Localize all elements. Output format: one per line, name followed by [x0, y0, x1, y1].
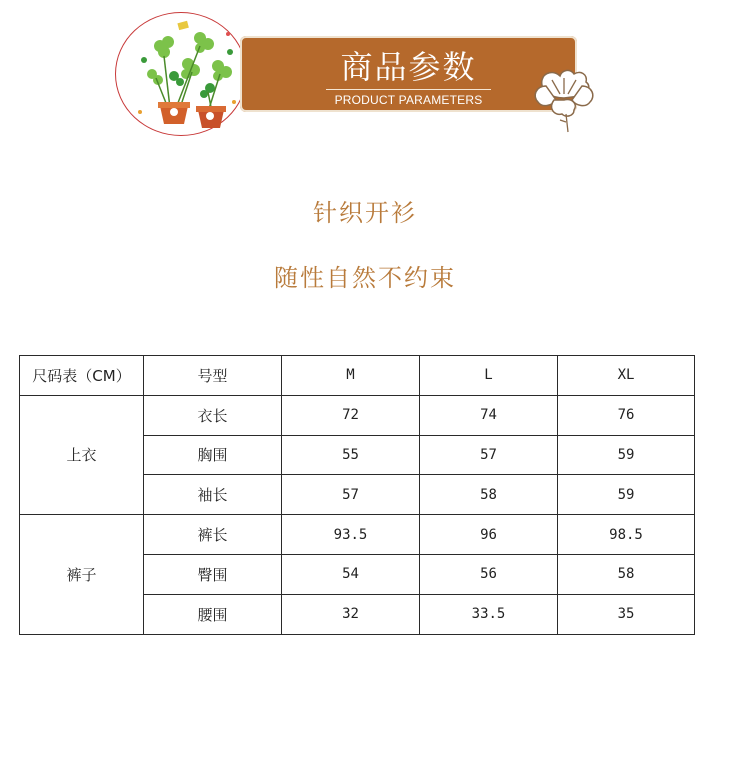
- table-row: [20, 395, 695, 435]
- measure-value: 96: [420, 515, 558, 555]
- measure-label: 胸围: [144, 435, 282, 475]
- measure-value: 32: [282, 594, 420, 634]
- size-table: [19, 355, 695, 635]
- table-row: [20, 515, 695, 555]
- type-label: 号型: [144, 356, 282, 396]
- measure-label: 袖长: [144, 475, 282, 515]
- product-name: 针织开衫: [313, 199, 417, 227]
- size-header: XL: [558, 356, 695, 396]
- measure-value: 57: [420, 435, 558, 475]
- size-header: M: [282, 356, 420, 396]
- corner-label: 尺码表（CM）: [20, 356, 144, 396]
- measure-label: 衣长: [144, 395, 282, 435]
- measure-value: 59: [558, 435, 695, 475]
- measure-value: 56: [420, 554, 558, 594]
- measure-value: 76: [558, 395, 695, 435]
- potted-plant-illustration: [130, 16, 245, 134]
- measure-value: 98.5: [558, 515, 695, 555]
- measure-value: 33.5: [420, 594, 558, 634]
- size-header: L: [420, 356, 558, 396]
- measure-value: 35: [558, 594, 695, 634]
- banner-subtitle: PRODUCT PARAMETERS: [334, 93, 483, 107]
- measure-label: 臀围: [144, 554, 282, 594]
- table-header-row: [20, 356, 695, 396]
- measure-value: 74: [420, 395, 558, 435]
- group-label-top: 上衣: [20, 395, 144, 514]
- cotton-flower-icon: [526, 64, 602, 134]
- product-slogan: 随性自然不约束: [274, 264, 456, 292]
- banner-divider: [326, 89, 491, 90]
- measure-value: 58: [558, 554, 695, 594]
- measure-label: 裤长: [144, 515, 282, 555]
- measure-value: 57: [282, 475, 420, 515]
- measure-value: 55: [282, 435, 420, 475]
- measure-value: 93.5: [282, 515, 420, 555]
- measure-value: 54: [282, 554, 420, 594]
- measure-value: 59: [558, 475, 695, 515]
- banner-title: 商品参数: [340, 48, 477, 86]
- measure-value: 72: [282, 395, 420, 435]
- header-section: [0, 0, 730, 140]
- measure-value: 58: [420, 475, 558, 515]
- group-label-pants: 裤子: [20, 515, 144, 634]
- measure-label: 腰围: [144, 594, 282, 634]
